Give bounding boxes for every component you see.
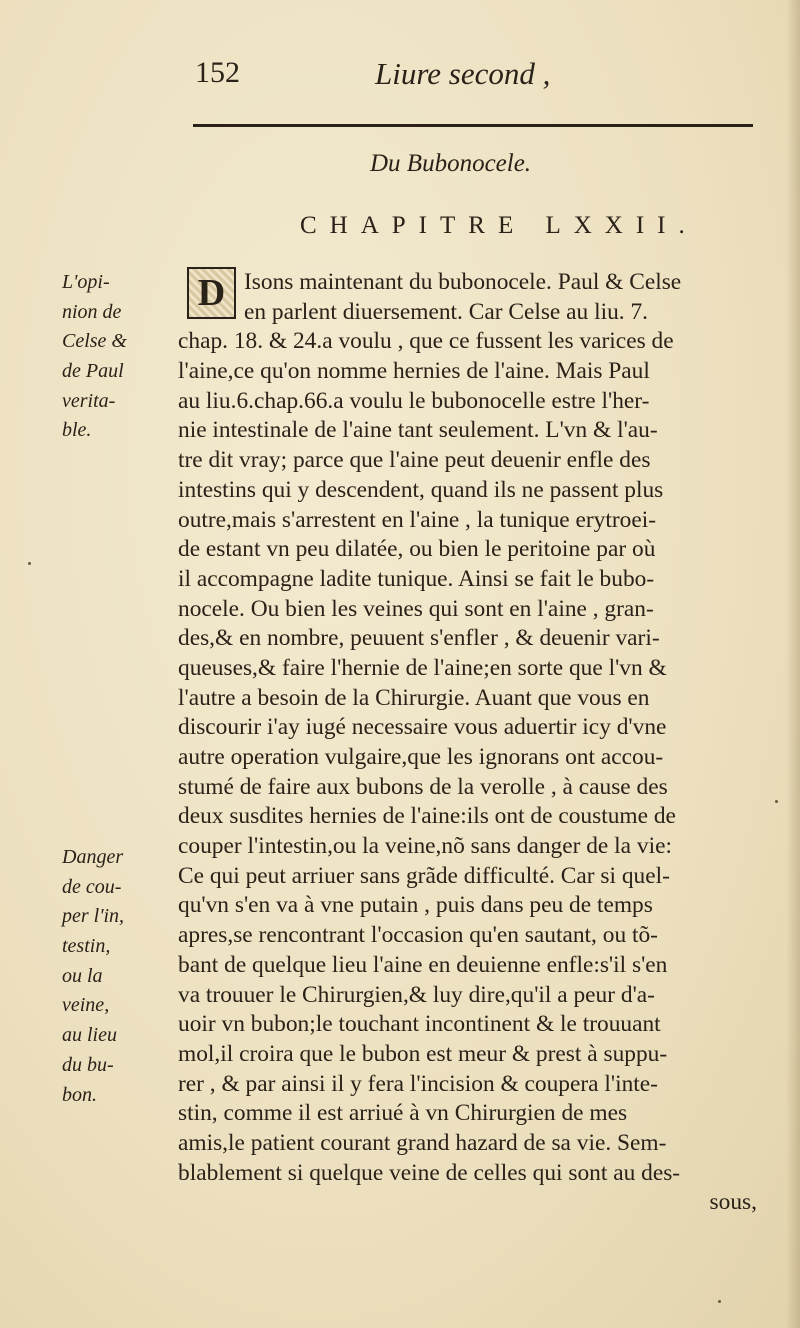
margin-note-line: per l'in,: [62, 905, 125, 928]
margin-note-line: bon.: [62, 1083, 97, 1106]
margin-note-line: ble.: [62, 419, 92, 442]
margin-note-line: de Paul: [62, 360, 124, 383]
section-title: Du Bubonocele.: [370, 150, 532, 177]
paper-speck: [718, 1300, 721, 1303]
text-line: discourir i'ay iugé necessaire vous aduertir icy d'vne: [178, 714, 667, 741]
margin-note-line: testin,: [62, 935, 111, 958]
header-rule: [193, 124, 753, 127]
text-line: qu'vn s'en va à vne putain , puis dans peu de temps: [178, 892, 653, 919]
text-line: l'aine,ce qu'on nomme hernies de l'aine. Mais Paul: [178, 358, 650, 385]
paper-speck: [28, 562, 31, 565]
page-number: 152: [195, 56, 240, 89]
text-line: va trouuer le Chirurgien,& luy dire,qu'il a peur d'a-: [178, 981, 655, 1008]
text-line: deux susdites hernies de l'aine:ils ont de coustume de: [178, 803, 676, 830]
text-line: chap. 18. & 24.a voulu , que ce fussent les varices de: [178, 328, 674, 355]
text-line: uoir vn bubon;le touchant incontinent & le trouuant: [178, 1011, 661, 1038]
text-line: l'autre a besoin de la Chirurgie. Auant que vous en: [178, 684, 650, 711]
text-line: couper l'intestin,ou la veine,nõ sans danger de la vie:: [178, 833, 672, 860]
running-title: Liure second ,: [375, 56, 551, 91]
margin-note-line: Danger: [62, 846, 124, 868]
margin-note-opinion: [62, 268, 152, 446]
text-line: en parlent diuersement. Car Celse au liu. 7.: [244, 298, 649, 325]
text-line: tre dit vray; parce que l'aine peut deuenir enfle des: [178, 447, 651, 474]
text-line: stin, comme il est arriué à vn Chirurgien de mes: [178, 1100, 628, 1127]
running-head: [195, 56, 755, 96]
margin-note-line: ou la: [62, 964, 103, 987]
text-line: nie intestinale de l'aine tant seulement. L'vn & l'au-: [178, 417, 658, 444]
text-line: Ce qui peut arriuer sans grãde difficulté. Car si quel-: [178, 862, 670, 889]
text-line: nocele. Ou bien les veines qui sont en l'aine , gran-: [178, 595, 654, 622]
text-line: bant de quelque lieu l'aine en deuienne enfle:s'il s'en: [178, 951, 668, 978]
text-line: mol,il croira que le bubon est meur & prest à suppu-: [178, 1040, 668, 1067]
text-line: au liu.6.chap.66.a voulu le bubonocelle estre l'her-: [178, 387, 650, 414]
text-line: intestins qui y descendent, quand ils ne passent plus: [178, 476, 664, 503]
body-text: [178, 268, 763, 1218]
text-line: amis,le patient courant grand hazard de sa vie. Sem-: [178, 1129, 667, 1156]
text-line: outre,mais s'arrestent en l'aine , la tunique erytroei-: [178, 506, 657, 533]
text-line: rer , & par ainsi il y fera l'incision & coupera l'inte-: [178, 1070, 658, 1097]
margin-note-line: du bu-: [62, 1053, 114, 1076]
text-line: apres,se rencontrant l'occasion qu'en sautant, ou tõ-: [178, 922, 658, 949]
margin-note-danger: [62, 843, 152, 1110]
drop-cap-letter: D: [197, 272, 226, 314]
text-line: Isons maintenant du bubonocele. Paul & Celse: [244, 269, 682, 295]
margin-note-line: nion de: [62, 300, 122, 323]
paper-speck: [775, 800, 778, 803]
text-line: il accompagne ladite tunique. Ainsi se fait le bubo-: [178, 565, 655, 592]
margin-note-line: de cou-: [62, 875, 122, 898]
text-line: des,& en nombre, peuuent s'enfler , & deuenir vari-: [178, 625, 660, 652]
margin-note-line: L'opi-: [62, 271, 110, 293]
text-line: sous,: [709, 1189, 757, 1216]
text-line: autre operation vulgaire,que les ignorans ont accou-: [178, 744, 664, 770]
text-line: blablement si quelque veine de celles qui sont au des-: [178, 1159, 681, 1186]
margin-note-line: au lieu: [62, 1024, 117, 1047]
chapter-heading: CHAPITRE LXXII.: [300, 212, 698, 239]
margin-note-line: veine,: [62, 994, 110, 1017]
margin-note-line: verita-: [62, 389, 116, 412]
text-line: stumé de faire aux bubons de la verolle , à cause des: [178, 773, 668, 800]
margin-note-line: Celse &: [62, 330, 127, 353]
text-line: de estant vn peu dilatée, ou bien le peritoine par où: [178, 536, 656, 563]
page-edge-shadow: [786, 0, 800, 1328]
text-line: queuses,& faire l'hernie de l'aine;en sorte que l'vn &: [178, 654, 667, 681]
